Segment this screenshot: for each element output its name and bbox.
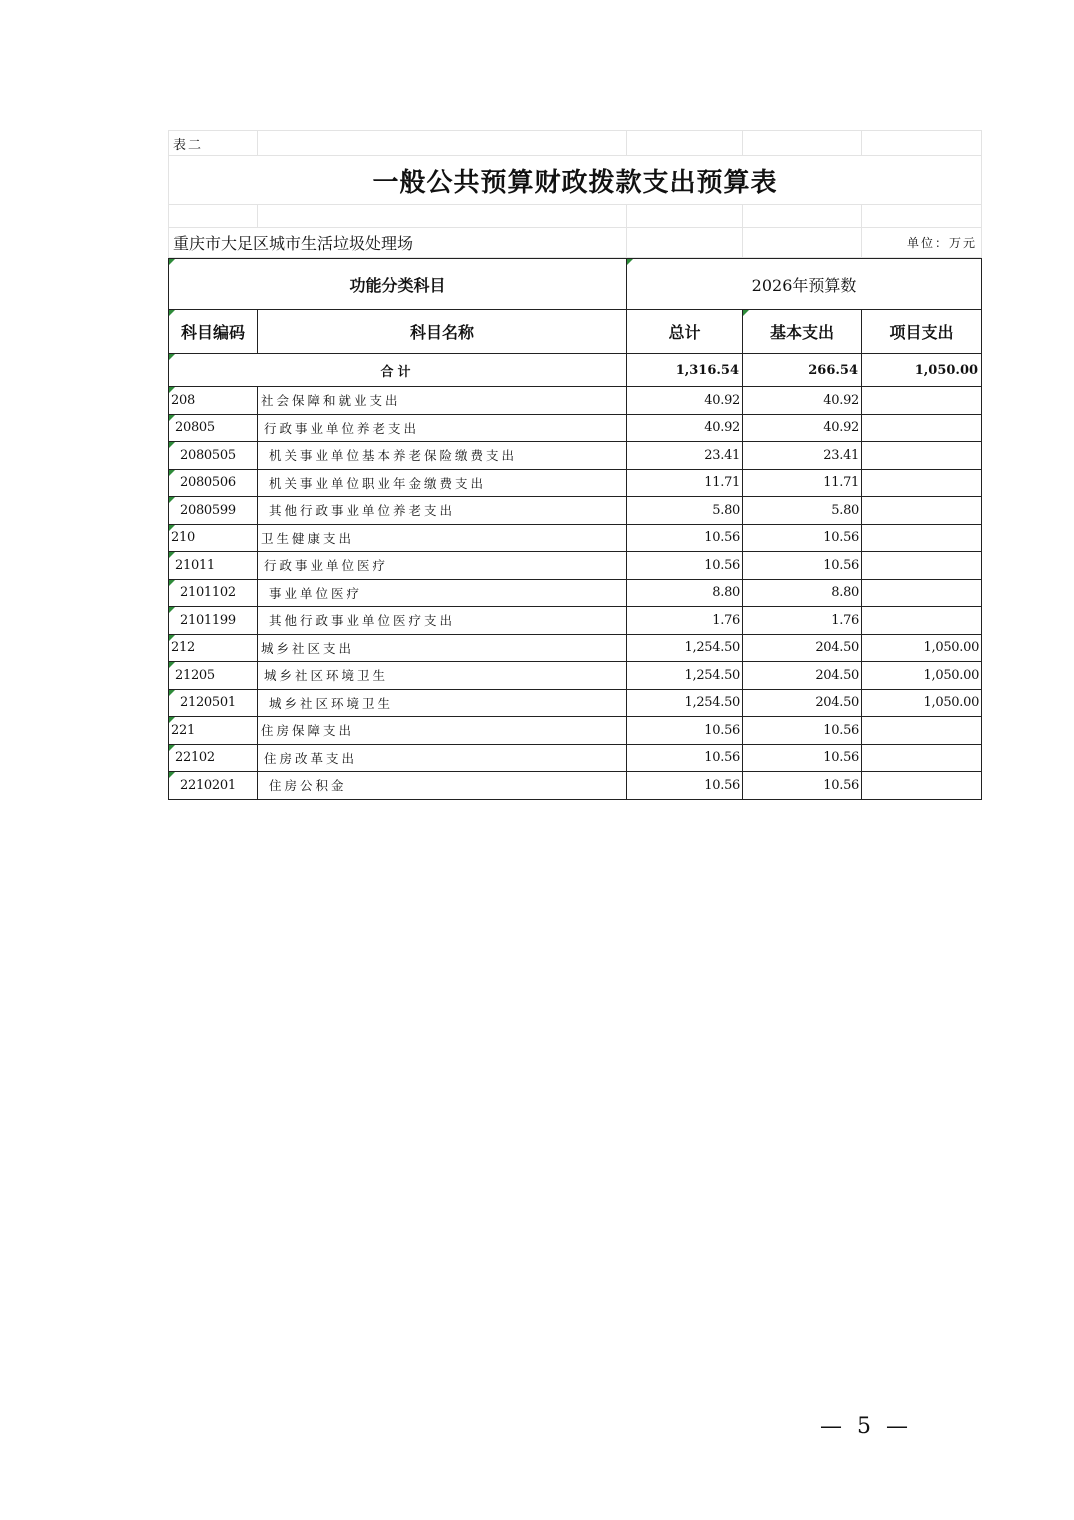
row-project [862,607,982,635]
table-row [169,607,982,635]
row-basic: 10.56 [743,524,862,552]
row-name: 其他行政事业单位养老支出 [258,497,627,525]
table-row [169,442,982,470]
sheet-header-grid [168,130,982,258]
row-name: 事业单位医疗 [258,579,627,607]
row-name: 机关事业单位基本养老保险缴费支出 [258,442,627,470]
unit-label: 单位：万元 [862,228,982,258]
row-basic: 1.76 [743,607,862,635]
page-title: 一般公共预算财政拨款支出预算表 [169,156,982,205]
budget-sheet [168,130,981,800]
row-code: 210 [169,524,258,552]
row-name: 行政事业单位养老支出 [258,414,627,442]
row-project [862,414,982,442]
row-name: 卫生健康支出 [258,524,627,552]
row-project [862,579,982,607]
row-basic: 204.50 [743,689,862,717]
row-name: 机关事业单位职业年金缴费支出 [258,469,627,497]
total-basic: 266.54 [743,354,862,387]
row-name: 城乡社区环境卫生 [258,689,627,717]
row-total: 10.56 [627,552,743,580]
row-basic: 11.71 [743,469,862,497]
row-total: 8.80 [627,579,743,607]
row-project [862,744,982,772]
table-row [169,662,982,690]
header-basic: 基本支出 [743,310,862,354]
row-code: 21205 [169,662,258,690]
table-row [169,579,982,607]
row-name: 城乡社区环境卫生 [258,662,627,690]
header-name: 科目名称 [258,310,627,354]
row-total: 1,254.50 [627,634,743,662]
table-row [169,414,982,442]
row-code: 21011 [169,552,258,580]
row-code: 221 [169,717,258,745]
org-name: 重庆市大足区城市生活垃圾处理场 [169,228,627,258]
table-row [169,524,982,552]
table-row [169,387,982,415]
total-total: 1,316.54 [627,354,743,387]
row-project [862,717,982,745]
row-name: 住房改革支出 [258,744,627,772]
row-total: 23.41 [627,442,743,470]
header-project: 项目支出 [862,310,982,354]
total-label: 合计 [169,354,627,387]
row-code: 2080506 [169,469,258,497]
row-basic: 10.56 [743,717,862,745]
header-code: 科目编码 [169,310,258,354]
row-project [862,387,982,415]
table-row [169,497,982,525]
row-project [862,469,982,497]
row-name: 社会保障和就业支出 [258,387,627,415]
row-total: 1.76 [627,607,743,635]
table-row [169,717,982,745]
row-basic: 10.56 [743,772,862,800]
row-project [862,497,982,525]
row-total: 40.92 [627,387,743,415]
row-basic: 204.50 [743,634,862,662]
table-row [169,469,982,497]
row-total: 1,254.50 [627,662,743,690]
row-basic: 23.41 [743,442,862,470]
table-row [169,772,982,800]
row-project [862,772,982,800]
row-project: 1,050.00 [862,662,982,690]
row-code: 2080599 [169,497,258,525]
header-function-category: 功能分类科目 [169,259,627,310]
row-total: 10.56 [627,717,743,745]
row-project: 1,050.00 [862,689,982,717]
row-name: 住房保障支出 [258,717,627,745]
row-project [862,442,982,470]
total-row [169,354,982,387]
row-basic: 40.92 [743,414,862,442]
row-code: 2210201 [169,772,258,800]
budget-table [168,258,982,800]
row-basic: 10.56 [743,552,862,580]
total-project: 1,050.00 [862,354,982,387]
row-basic: 204.50 [743,662,862,690]
row-code: 22102 [169,744,258,772]
row-total: 1,254.50 [627,689,743,717]
row-code: 2120501 [169,689,258,717]
header-total: 总计 [627,310,743,354]
row-total: 10.56 [627,744,743,772]
table-label: 表二 [169,131,258,156]
row-basic: 40.92 [743,387,862,415]
row-project [862,524,982,552]
row-basic: 8.80 [743,579,862,607]
row-name: 其他行政事业单位医疗支出 [258,607,627,635]
page-number: — 5 — [820,1414,912,1439]
row-project: 1,050.00 [862,634,982,662]
row-basic: 10.56 [743,744,862,772]
row-name: 城乡社区支出 [258,634,627,662]
table-row [169,689,982,717]
row-total: 10.56 [627,772,743,800]
row-total: 40.92 [627,414,743,442]
row-code: 208 [169,387,258,415]
row-total: 11.71 [627,469,743,497]
row-total: 5.80 [627,497,743,525]
row-total: 10.56 [627,524,743,552]
header-budget-year: 2026年预算数 [627,259,982,310]
row-name: 住房公积金 [258,772,627,800]
row-code: 212 [169,634,258,662]
row-code: 20805 [169,414,258,442]
table-row [169,744,982,772]
table-row [169,552,982,580]
row-code: 2101102 [169,579,258,607]
row-code: 2080505 [169,442,258,470]
table-row [169,634,982,662]
row-code: 2101199 [169,607,258,635]
row-name: 行政事业单位医疗 [258,552,627,580]
row-project [862,552,982,580]
row-basic: 5.80 [743,497,862,525]
